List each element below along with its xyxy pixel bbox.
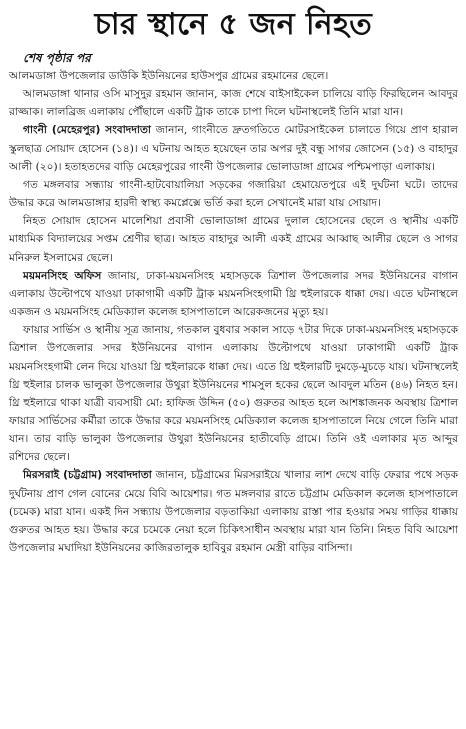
paragraph bbox=[9, 176, 458, 212]
paragraph bbox=[9, 267, 458, 321]
dateline: ময়মনসিংহ অফিস bbox=[23, 269, 102, 282]
paragraph-text: জানান, গাংনীতে দ্রুতগতিতে মোটরসাইকেল চালাতে গিয়ে প্রাণ হারাল স্কুলছাত্র সোয়াদ হোসেন (১৪)। এ ঘটনায় আহত হয়েছেন তার অপর দুই বন্ধু সাগর জোসেন (১৫) ও বাহাদুর আলী (২০)। হতাহতদের বাড়ি মেহেরপুরের গাংনী উপজেলার ভোলাডাঙ্গা গ্রামের পশ্চিমপাড়া এলাকায়। bbox=[9, 124, 458, 173]
paragraph-text: ফায়ার সার্ভিস ও স্থানীয় সূত্র জানায়, গতকাল বুধবার সকাল সাড়ে ৭টার দিকে ঢাকা-ময়মনসিংহ মহাসড়কে ত্রিশাল উপজেলার সদর ইউনিয়নের বাগান এলাকায় উল্টোপথে যাওয়া ঢাকাগামী একটি ট্রাক ময়মনসিংহগামী লেন দিয়ে যাওয়া থ্রি হুইলারকে ধাক্কা দেয়। এতে থ্রি হুইলারটি দুমড়ে-মুচড়ে যায়। ঘটনাস্থলেই থ্রি হুইলার চালক ভালুকা উপজেলার উথুরা ইউনিয়নের শামসুল হকের ছেলে আবদুল মতিন (৪৬) নিহত হন। থ্রি হুইলারে থাকা যাত্রী ব্যবসায়ী মো: হাফিজ উদ্দিন (৫০) গুরুতর আহত হলে আশঙ্কাজনক অবস্থায় ত্রিশাল ফায়ার সার্ভিসের কর্মীরা তাকে উদ্ধার করে ময়মনসিংহ মেডিক্যাল কলেজ হাসপাতালে নিয়ে গেলে তিনি মারা যান। তার বাড়ি ভালুকা উপজেলার উথুরা ইউনিয়নের হাতীবেড়ি গ্রামে। তিনি ওই এলাকার মৃত আব্দুর রশিদের ছেলে। bbox=[9, 324, 458, 464]
paragraph bbox=[9, 67, 458, 85]
headline: চার স্থানে ৫ জন নিহত bbox=[94, 7, 373, 42]
paragraph-text: গত মঙ্গলবার সন্ধ্যায় গাংনী-হাটবোয়ালিয়া সড়কের গজারিয়া হেমায়েতপুরে এই দুর্ঘটনা ঘটে। তাদের উদ্ধার করে আলমডাঙ্গার হারদী স্বাস্থ্য কমপ্লেক্সে ভর্তি করা হলে সেখানেই মারা যায় সোয়াদ। bbox=[9, 178, 458, 210]
paragraph bbox=[9, 212, 458, 266]
paragraph-text: জানান, চট্টগ্রামের মিরসরাইয়ে খালার লাশ দেখে বাড়ি ফেরার পথে সড়ক দুর্ঘটনায় প্রাণ গেল বোনের মেয়ে বিবি আয়েশার। গত মঙ্গলবার রাতে চট্টগ্রাম মেডিকাল কলেজ হাসপাতালে (চমেক) মারা যান। একই দিন সন্ধ্যায় উপজেলার বড়তাকিয়া এলাকায় রাস্তা পার হওয়ার সময় গাড়ির ধাক্কায় গুরুতর আহত হয়। উদ্ধার করে চমেকে নেয়া হলে চিকিৎসাধীন অবস্থায় মারা যান তিনি। নিহত বিবি আয়েশা উপজেলার মঘাদিয়া ইউনিয়নের কাজিরতালুক হাবিবুর রহমান মেস্ত্রী বাড়ির বাসিন্দা। bbox=[9, 469, 458, 555]
paragraph-text: আলমডাঙ্গা থানার ওসি মাসুদুর রহমান জানান, কাজ শেষে বাইসাইকেল চালিয়ে বাড়ি ফিরছিলেন আবদুর রাজ্জাক। লালব্রিজ এলাকায় পৌঁছালে একটি ট্রাক তাকে চাপা দিলে ঘটনাস্থলেই তিনি মারা যান। bbox=[9, 88, 458, 119]
dateline: মিরসরাই (চট্টগ্রাম) সংবাদদাতা bbox=[23, 469, 152, 482]
continued-from-label: শেষ পৃষ্ঠার পর bbox=[23, 51, 91, 65]
paragraph-text: জানায়, ঢাকা-ময়মনসিংহ মহাসড়কে ত্রিশাল উপজেলার সদর ইউনিয়নের বাগান এলাকায় উল্টোপথে যাওয়া ঢাকাগামী একটি ট্রাক ময়মনসিংহগামী থ্রি হুইলারকে ধাক্কা দেয়। এতে ঘটনাস্থলে একজন ও ময়মনসিংহ মেডিক্যাল কলেজ হাসপাতালে আরেকজনের মৃত্যু হয়। bbox=[9, 269, 458, 319]
paragraph bbox=[9, 466, 458, 557]
dateline: গাংনী (মেহেরপুর) সংবাদদাতা bbox=[23, 124, 151, 137]
paragraph bbox=[9, 321, 458, 466]
paragraph bbox=[9, 121, 458, 175]
paragraph-text: আলমডাঙ্গা উপজেলার ডাউকি ইউনিয়নের হাউসপুর গ্রামের রহমানের ছেলে। bbox=[9, 70, 329, 82]
paragraph bbox=[9, 85, 458, 121]
article-body bbox=[9, 67, 458, 557]
paragraph-text: নিহত সোয়াদ হোসেন মালেশিয়া প্রবাসী ভোলাডাঙ্গা গ্রামের দুলাল হোসেনের ছেলে ও স্থানীয় একটি মাধ্যমিক বিদ্যালয়ের সপ্তম শ্রেণীর ছাত্র। আহত বাহাদুর আলী একই গ্রামের আব্বাছ আলীর ছেলে ও সাগর মনিরুল ইসলামের ছেলে। bbox=[9, 215, 458, 264]
